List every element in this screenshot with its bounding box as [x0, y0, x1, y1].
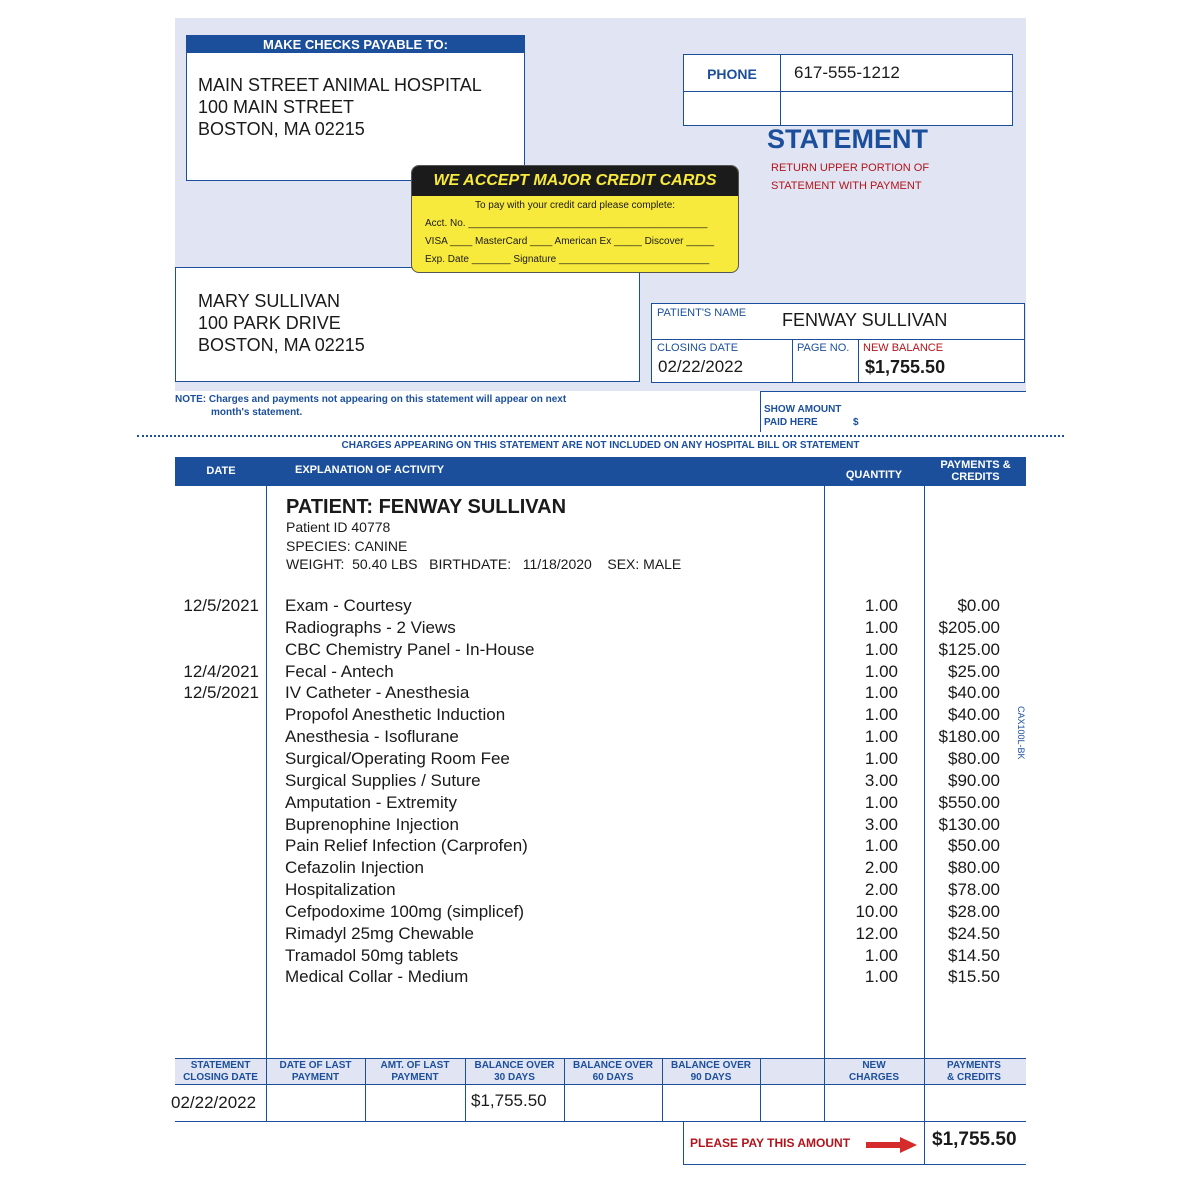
item-quantity: 3.00: [864, 771, 898, 790]
item-amount: $90.00: [948, 771, 1000, 790]
item-amount: $15.50: [948, 967, 1000, 986]
phone-label: PHONE: [707, 66, 757, 82]
item-description: Pain Relief Infection (Carprofen): [285, 836, 528, 855]
phone-box: [683, 54, 1013, 126]
aging-30-value: $1,755.50: [471, 1091, 547, 1110]
item-quantity: 10.00: [855, 902, 898, 921]
item-description: Cefazolin Injection: [285, 858, 424, 877]
item-amount: $28.00: [948, 902, 1000, 921]
item-description: Medical Collar - Medium: [285, 967, 469, 986]
show-amount-divider: [760, 391, 761, 432]
item-description: Fecal - Antech: [285, 662, 394, 681]
card-type-field[interactable]: VISA ____ MasterCard ____ American Ex _____ Discover _____: [425, 236, 715, 247]
item-quantity: 1.00: [864, 749, 898, 768]
patient-id: Patient ID 40778: [286, 519, 391, 535]
return-note-1: RETURN UPPER PORTION OF: [771, 162, 930, 174]
acct-number-field[interactable]: Acct. No. ___________________________________________: [425, 218, 708, 229]
item-date: 12/5/2021: [183, 596, 259, 615]
charges-note: CHARGES APPEARING ON THIS STATEMENT ARE NOT INCLUDED ON ANY HOSPITAL BILL OR STATEMENT: [341, 440, 860, 451]
item-description: Cefpodoxime 100mg (simplicef): [285, 902, 525, 921]
item-description: IV Catheter - Anesthesia: [285, 683, 470, 702]
arrow-right-icon: [866, 1136, 918, 1154]
return-note-2: STATEMENT WITH PAYMENT: [771, 180, 922, 192]
client-street: 100 PARK DRIVE: [198, 313, 341, 333]
aging-60-label: BALANCE OVER 60 DAYS: [572, 1060, 653, 1083]
aging-lastpay-date-label: DATE OF LAST PAYMENT: [279, 1060, 352, 1083]
closing-date-value: 02/22/2022: [658, 357, 744, 376]
item-description: Anesthesia - Isoflurane: [285, 727, 459, 746]
item-description: Hospitalization: [285, 880, 396, 899]
item-quantity: 3.00: [864, 815, 898, 834]
form-code: CAX100L-BK: [1016, 706, 1026, 760]
item-description: Tramadol 50mg tablets: [285, 946, 459, 965]
payee-city: BOSTON, MA 02215: [198, 119, 365, 139]
item-date: 12/4/2021: [183, 662, 259, 681]
new-balance-value: $1,755.50: [865, 357, 946, 377]
qty-col-divider-left: [824, 486, 825, 1060]
item-description: Amputation - Extremity: [285, 793, 457, 812]
item-quantity: 1.00: [864, 705, 898, 724]
sticker-instructions: To pay with your credit card please complete:: [474, 200, 676, 211]
aging-closing-label: STATEMENT CLOSING DATE: [183, 1060, 258, 1083]
item-quantity: 2.00: [864, 858, 898, 877]
item-amount: $80.00: [948, 858, 1000, 877]
note-line-2: month's statement.: [211, 407, 303, 418]
col-explanation: EXPLANATION OF ACTIVITY: [295, 464, 445, 476]
item-description: Rimadyl 25mg Chewable: [285, 924, 474, 943]
statement-title: STATEMENT: [767, 124, 928, 154]
closing-date-label: CLOSING DATE: [657, 342, 739, 354]
qty-col-divider-right: [924, 486, 925, 1060]
item-amount: $125.00: [938, 640, 1000, 659]
item-amount: $130.00: [938, 815, 1000, 834]
payable-to-header: MAKE CHECKS PAYABLE TO:: [187, 36, 524, 53]
item-quantity: 2.00: [864, 880, 898, 899]
item-amount: $25.00: [948, 662, 1000, 681]
patient-name-value: FENWAY SULLIVAN: [782, 310, 948, 330]
item-quantity: 1.00: [864, 596, 898, 615]
item-description: Propofol Anesthetic Induction: [285, 705, 506, 724]
perforation-line: [137, 435, 1064, 437]
item-quantity: 1.00: [864, 946, 898, 965]
item-amount: $40.00: [948, 683, 1000, 702]
item-description: Exam - Courtesy: [285, 596, 412, 615]
client-city: BOSTON, MA 02215: [198, 335, 365, 355]
item-quantity: 1.00: [864, 793, 898, 812]
patient-info-box: [651, 303, 1025, 383]
patient-details: WEIGHT: 50.40 LBS BIRTHDATE: 11/18/2020 SEX: MALE: [286, 556, 682, 572]
item-amount: $78.00: [948, 880, 1000, 899]
new-balance-label: NEW BALANCE: [863, 342, 944, 354]
exp-signature-field[interactable]: Exp. Date _______ Signature ___________________________: [425, 254, 710, 265]
sticker-title: WE ACCEPT MAJOR CREDIT CARDS: [412, 166, 738, 196]
page-no-label: PAGE NO.: [797, 342, 850, 354]
payee-name: MAIN STREET ANIMAL HOSPITAL: [198, 75, 482, 95]
item-amount: $550.00: [938, 793, 1000, 812]
client-address-box: [175, 267, 640, 382]
aging-lastpay-amt-label: AMT. OF LAST PAYMENT: [380, 1060, 450, 1083]
item-quantity: 12.00: [855, 924, 898, 943]
item-amount: $80.00: [948, 749, 1000, 768]
phone-number: 617-555-1212: [794, 63, 900, 82]
show-amount-label-2: PAID HERE: [764, 417, 818, 428]
item-quantity: 1.00: [864, 662, 898, 681]
item-description: Surgical/Operating Room Fee: [285, 749, 510, 768]
show-amount-label-1: SHOW AMOUNT: [764, 404, 842, 415]
patient-name-label: PATIENT'S NAME: [657, 307, 747, 319]
item-quantity: 1.00: [864, 727, 898, 746]
please-pay-label: PLEASE PAY THIS AMOUNT: [690, 1136, 851, 1150]
item-amount: $24.50: [948, 924, 1000, 943]
amount-paid-input[interactable]: $: [853, 417, 859, 428]
item-description: Radiographs - 2 Views: [285, 618, 456, 637]
item-amount: $205.00: [938, 618, 1000, 637]
aging-new-charges-label: NEW CHARGES: [848, 1060, 899, 1083]
col-payments-1: PAYMENTS &: [940, 459, 1011, 471]
item-quantity: 1.00: [864, 618, 898, 637]
item-amount: $0.00: [957, 596, 1000, 615]
item-description: Buprenophine Injection: [285, 815, 459, 834]
payee-street: 100 MAIN STREET: [198, 97, 355, 117]
item-quantity: 1.00: [864, 640, 898, 659]
item-amount: $14.50: [948, 946, 1000, 965]
client-name: MARY SULLIVAN: [198, 291, 341, 311]
item-quantity: 1.00: [864, 836, 898, 855]
aging-30-label: BALANCE OVER 30 DAYS: [474, 1060, 555, 1083]
aging-90-label: BALANCE OVER 90 DAYS: [670, 1060, 751, 1083]
table-header: [175, 457, 1026, 486]
item-quantity: 1.00: [864, 683, 898, 702]
item-amount: $180.00: [938, 727, 1000, 746]
item-date: 12/5/2021: [183, 683, 259, 702]
item-description: Surgical Supplies / Suture: [285, 771, 481, 790]
col-quantity: QUANTITY: [845, 469, 903, 481]
item-amount: $40.00: [948, 705, 1000, 724]
col-payments-2: CREDITS: [951, 471, 1000, 483]
aging-payments-label: PAYMENTS & CREDITS: [947, 1060, 1001, 1083]
date-col-divider: [266, 486, 267, 1060]
patient-species: SPECIES: CANINE: [286, 538, 408, 554]
credit-card-sticker: [411, 165, 739, 273]
item-amount: $50.00: [948, 836, 1000, 855]
aging-closing-value: 02/22/2022: [171, 1093, 257, 1112]
please-pay-amount: $1,755.50: [932, 1129, 1017, 1150]
col-date: DATE: [206, 465, 236, 477]
show-amount-top-line: [760, 391, 1026, 392]
item-quantity: 1.00: [864, 967, 898, 986]
note-line-1: NOTE: Charges and payments not appearing on this statement will appear on next: [175, 394, 567, 405]
payable-to-box: [186, 35, 525, 181]
patient-heading: PATIENT: FENWAY SULLIVAN: [286, 496, 567, 518]
item-description: CBC Chemistry Panel - In-House: [285, 640, 535, 659]
